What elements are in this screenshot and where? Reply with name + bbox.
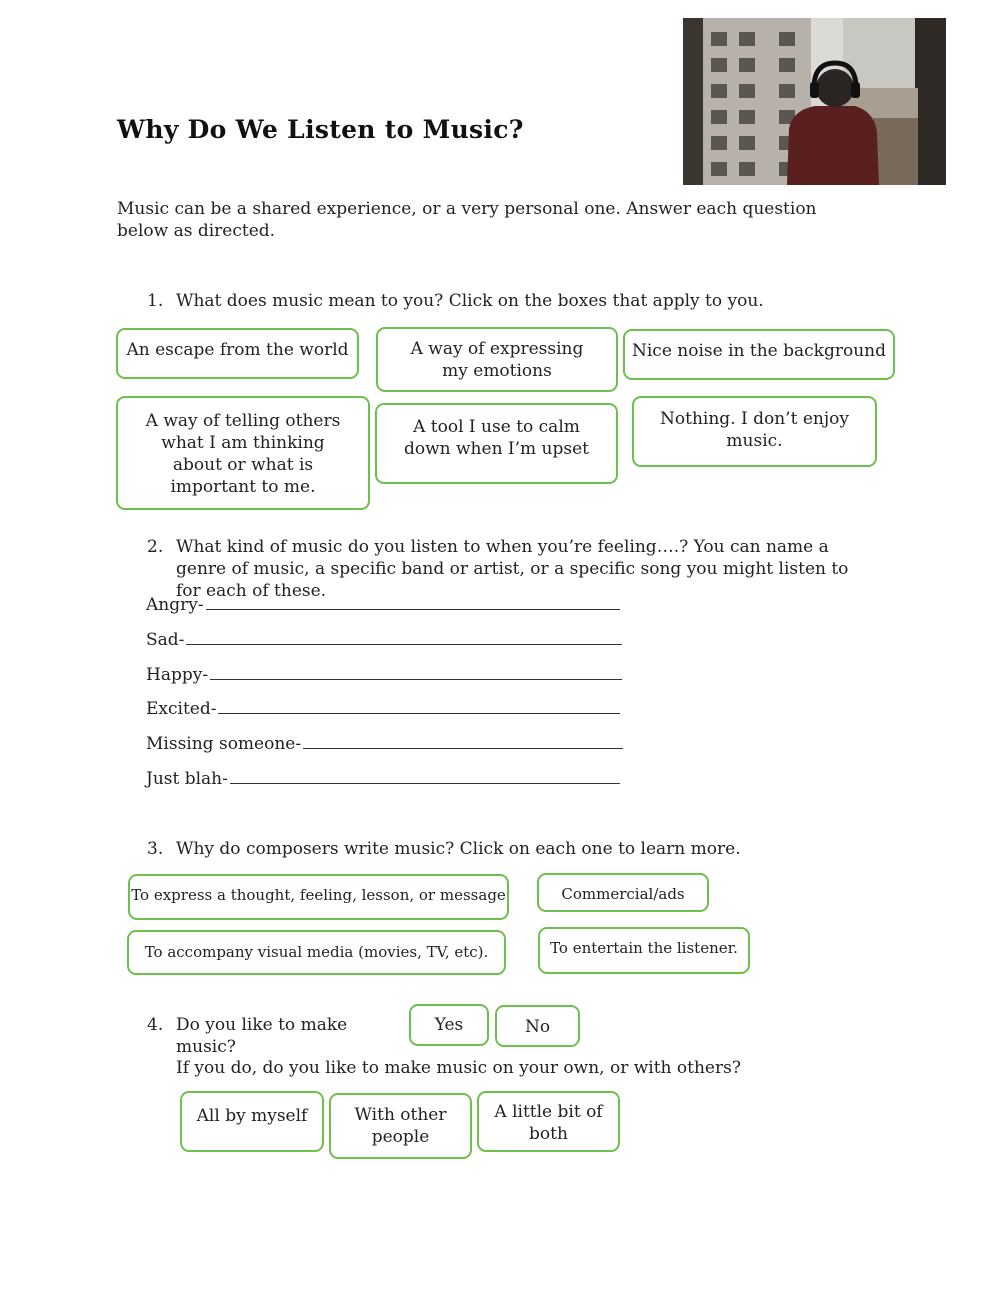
option-label: All by myself	[196, 1106, 308, 1126]
question-2	[147, 536, 867, 601]
q3-option-entertain[interactable]	[538, 927, 750, 974]
option-label: To entertain the listener.	[550, 939, 738, 957]
feeling-row-angry	[146, 593, 620, 616]
question-number: 3.	[147, 839, 164, 859]
feeling-label: Angry-	[146, 595, 204, 615]
feeling-label: Just blah-	[146, 769, 228, 789]
q1-option-telling-others[interactable]	[116, 396, 370, 510]
yes-button[interactable]	[409, 1004, 489, 1046]
feeling-label: Happy-	[146, 665, 209, 685]
q3-option-express[interactable]	[128, 874, 509, 920]
answer-line[interactable]	[303, 732, 623, 749]
q4-option-both[interactable]	[477, 1091, 620, 1152]
option-label: Nothing. I don’t enjoy music.	[660, 409, 849, 451]
feeling-label: Excited-	[146, 699, 217, 719]
option-label: Commercial/ads	[561, 885, 685, 903]
option-label: A tool I use to calm down when I’m upset	[403, 417, 590, 459]
question-4-followup: If you do, do you like to make music on your own, or with others?	[176, 1058, 741, 1078]
q4-option-with-others[interactable]	[329, 1093, 472, 1159]
question-text: Do you like to make music?	[176, 1015, 348, 1057]
feeling-row-just-blah	[146, 767, 620, 790]
option-label: Nice noise in the background	[631, 341, 886, 361]
option-label: No	[524, 1017, 551, 1037]
feeling-row-sad	[146, 628, 622, 651]
option-label: To accompany visual media (movies, TV, etc).	[144, 943, 489, 961]
question-1	[147, 290, 907, 314]
question-3	[147, 838, 847, 862]
q1-option-escape[interactable]	[116, 328, 359, 379]
header-photo	[683, 18, 946, 185]
answer-line[interactable]	[218, 697, 620, 714]
answer-line[interactable]	[230, 767, 620, 784]
option-label: With other people	[354, 1105, 447, 1147]
question-text: Why do composers write music? Click on each one to learn more.	[176, 839, 741, 859]
q4-option-by-myself[interactable]	[180, 1091, 324, 1152]
q1-option-expressing-emotions[interactable]	[376, 327, 618, 392]
option-label: Yes	[434, 1015, 464, 1035]
intro-text: Music can be a shared experience, or a very personal one. Answer each question below as directed.	[117, 199, 817, 241]
q1-option-calm-down[interactable]	[375, 403, 618, 484]
q1-option-nothing[interactable]	[632, 396, 877, 467]
q3-option-visual-media[interactable]	[127, 930, 506, 975]
question-4	[147, 1014, 407, 1057]
option-label: A little bit of both	[494, 1102, 603, 1144]
question-text: What does music mean to you? Click on the boxes that apply to you.	[176, 291, 764, 311]
page-title: Why Do We Listen to Music?	[117, 115, 524, 144]
answer-line[interactable]	[206, 593, 620, 610]
feeling-row-happy	[146, 663, 622, 686]
feeling-row-missing-someone	[146, 732, 623, 755]
question-text: What kind of music do you listen to when you’re feeling….? You can name a genre of music, a specific band or artist, or a specific song you might listen to for each of these.	[176, 537, 849, 601]
option-label: A way of telling others what I am thinking about or what is important to me.	[145, 411, 341, 497]
answer-line[interactable]	[210, 663, 622, 680]
question-number: 2.	[147, 537, 164, 557]
q3-option-commercial[interactable]	[537, 873, 709, 912]
person-with-headphones-image	[683, 18, 946, 185]
question-number: 4.	[147, 1015, 164, 1035]
option-label: To express a thought, feeling, lesson, or message	[131, 886, 506, 904]
feeling-row-excited	[146, 697, 620, 720]
q1-option-background-noise[interactable]	[623, 329, 895, 380]
answer-line[interactable]	[186, 628, 622, 645]
option-label: A way of expressing my emotions	[410, 339, 584, 381]
feeling-label: Missing someone-	[146, 734, 302, 754]
option-label: An escape from the world	[126, 340, 349, 360]
question-number: 1.	[147, 291, 164, 311]
feeling-label: Sad-	[146, 630, 185, 650]
no-button[interactable]	[495, 1005, 580, 1047]
